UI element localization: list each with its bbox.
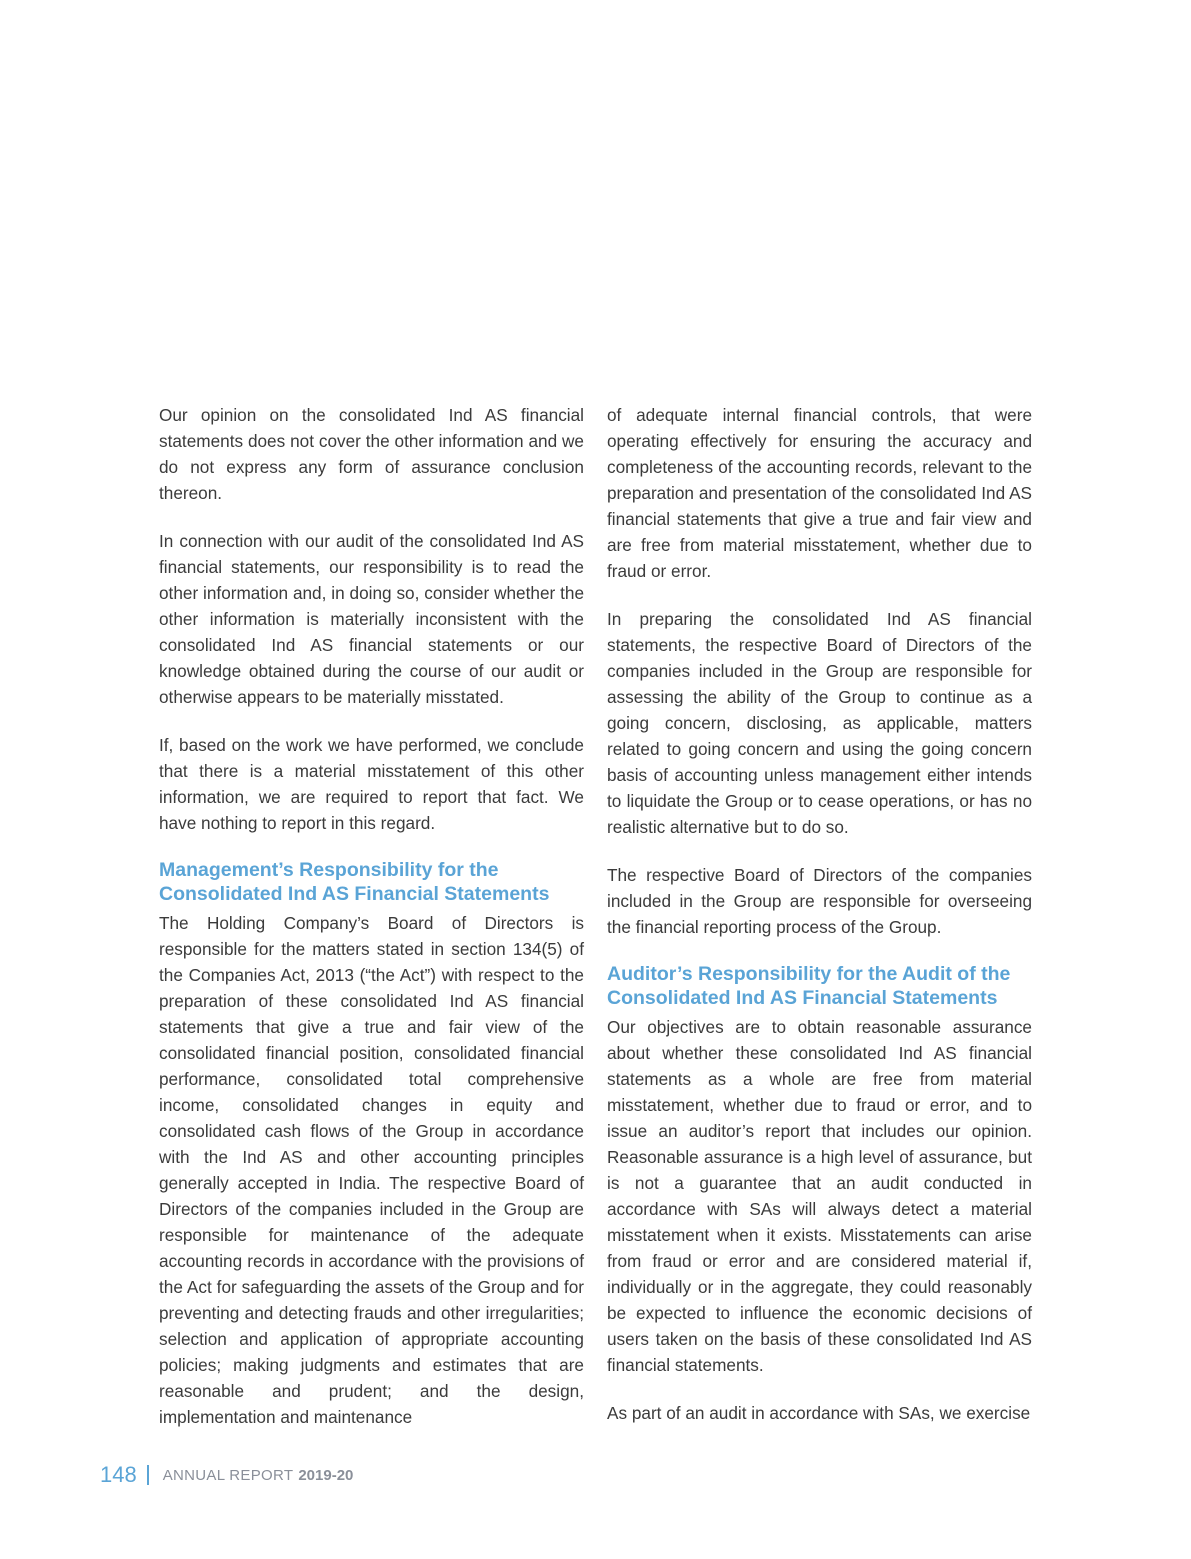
section-heading-management-responsibility: Management’s Responsibility for the Consolidated Ind AS Financial Statements xyxy=(159,859,550,905)
paragraph-professional-judgment: As part of an audit in accordance with SAs, we exercise xyxy=(607,1403,1031,1423)
page-footer xyxy=(100,1459,353,1491)
report-label: ANNUAL REPORT xyxy=(162,1466,294,1484)
section-heading-auditor-responsibility: Auditor’s Responsibility for the Audit of the Consolidated Ind AS Financial Statements xyxy=(607,963,1011,1009)
page-number: 148 xyxy=(100,1462,137,1487)
paragraph-material-misstatement: If, based on the work we have performed, we conclude that there is a material misstatement of this other information, we are required to report that fact. We have nothing to report in this regard. xyxy=(159,735,584,833)
paragraph-audit-responsibility-other-info: In connection with our audit of the consolidated Ind AS financial statements, our responsibility is to read the other information and, in doing so, consider whether the other information is materially inconsistent with the consolidated Ind AS financial statements or our knowledge obtained during the course of our audit or otherwise appears to be materially misstated. xyxy=(159,531,584,707)
right-column xyxy=(607,402,1032,1448)
paragraph-going-concern: In preparing the consolidated Ind AS financial statements, the respective Board of Directors of the companies included in the Group are responsible for assessing the ability of the Group to continue as a going concern, disclosing, as applicable, matters related to going concern and using the going concern basis of accounting unless management either intends to liquidate the Group or to cease operations, or has no realistic alternative but to do so. xyxy=(607,609,1032,837)
paragraph-internal-financial-controls: of adequate internal financial controls, that were operating effectively for ensuring the accuracy and completeness of the accounting records, relevant to the preparation and presentation of the consolidated Ind AS financial statements that give a true and fair view and are free from material misstatement, whether due to fraud or error. xyxy=(607,405,1032,581)
paragraph-board-responsibility: The Holding Company’s Board of Directors is responsible for the matters stated in section 134(5) of the Companies Act, 2013 (“the Act”) with respect to the preparation of these consolidated Ind AS financial statements that give a true and fair view of the consolidated financial position, consolidated financial performance, consolidated total comprehensive income, consolidated changes in equity and consolidated cash flows of the Group in accordance with the Ind AS and other accounting principles generally accepted in India. The respective Board of Directors of the companies included in the Group are responsible for maintenance of the adequate accounting records in accordance with the provisions of the Act for safeguarding the assets of the Group and for preventing and detecting frauds and other irregularities; selection and application of appropriate accounting policies; making judgments and estimates that are reasonable and prudent; and the design, implementation and maintenance xyxy=(159,913,584,1427)
paragraph-other-information-opinion: Our opinion on the consolidated Ind AS financial statements does not cover the other information and we do not express any form of assurance conclusion thereon. xyxy=(159,405,584,503)
footer-divider xyxy=(147,1465,149,1485)
left-column xyxy=(159,402,584,1452)
paragraph-auditor-objectives: Our objectives are to obtain reasonable assurance about whether these consolidated Ind AS financial statements as a whole are free from material misstatement, whether due to fraud or error, and to issue an auditor’s report that includes our opinion. Reasonable assurance is a high level of assurance, but is not a guarantee that an audit conducted in accordance with SAs will always detect a material misstatement when it exists. Misstatements can arise from fraud or error and are considered material if, individually or in the aggregate, they could reasonably be expected to influence the economic decisions of users taken on the basis of these consolidated Ind AS financial statements. xyxy=(607,1017,1032,1375)
report-year: 2019-20 xyxy=(298,1466,354,1484)
paragraph-oversight: The respective Board of Directors of the companies included in the Group are responsible for overseeing the financial reporting process of the Group. xyxy=(607,865,1032,937)
